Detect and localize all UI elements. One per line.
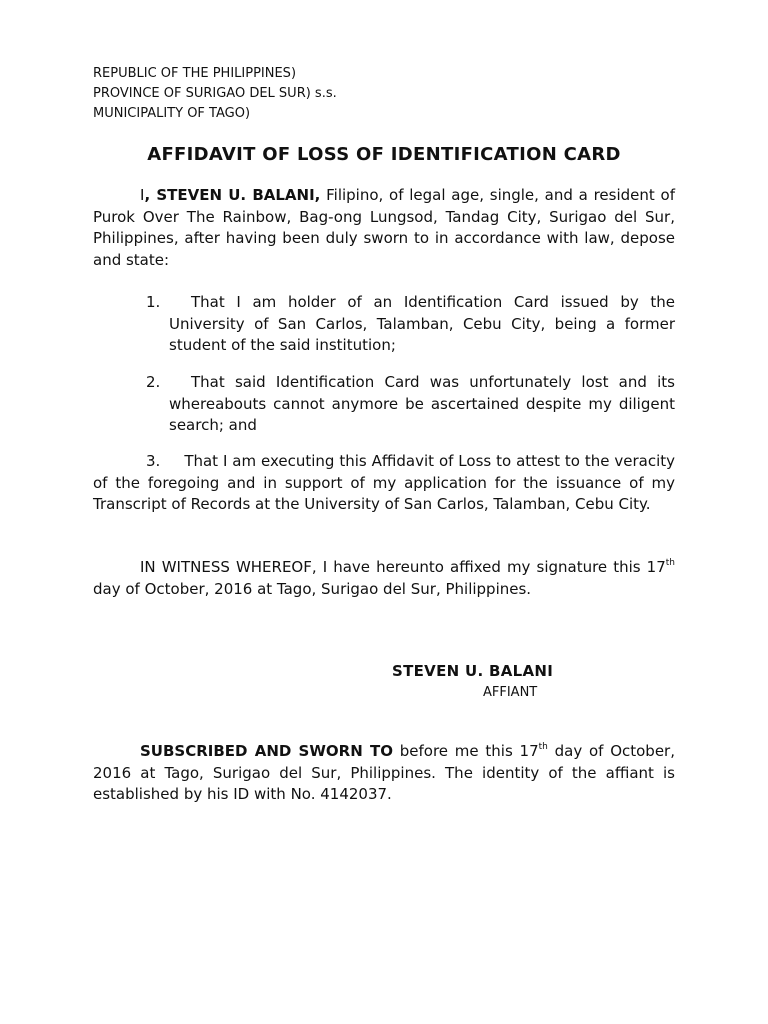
- list-item: [93, 372, 675, 437]
- document-title: AFFIDAVIT OF LOSS OF IDENTIFICATION CARD: [147, 144, 621, 165]
- jurat-after: day of October, 2016 at Tago, Surigao del Sur, Philippines. The identity of the affiant is established by his ID with No. 4142037.: [93, 742, 675, 803]
- witness-after: day of October, 2016 at Tago, Surigao del Sur, Philippines.: [93, 579, 532, 598]
- affiant-name-inline: , STEVEN U. BALANI,: [144, 186, 321, 204]
- intro-text: Filipino, of legal age, single, and a resident of Purok Over The Rainbow, Bag-ong Lungsod, Tandag City, Surigao del Sur, Philippines, after having been duly sworn to in accordance with law, depose and state:: [93, 186, 675, 269]
- list-item: [93, 292, 675, 357]
- list-item-text: That I am executing this Affidavit of Loss to attest to the veracity of the foregoing and in support of my application for the issuance of my Transcript of Records at the University of San Carlos, Talamban, Cebu City.: [93, 452, 675, 513]
- list-item-3: [93, 451, 675, 516]
- list-item-number: 3.: [146, 452, 161, 470]
- witness-ordinal: th: [665, 558, 675, 568]
- witness-before: IN WITNESS WHEREOF, I have hereunto affixed my signature this 17: [140, 558, 666, 576]
- list-item-text: That I am holder of an Identification Card issued by the University of San Carlos, Talamban, Cebu City, being a former student of the said institution;: [169, 293, 675, 354]
- list-item-number: 1.: [146, 293, 161, 311]
- jurat-ordinal: th: [538, 742, 548, 752]
- intro-prefix: I: [140, 186, 145, 204]
- venue-line-3: MUNICIPALITY OF TAGO): [93, 106, 251, 121]
- jurat-before: before me this 17: [392, 742, 539, 760]
- jurat-paragraph: [93, 741, 675, 806]
- venue-line-2: PROVINCE OF SURIGAO DEL SUR) s.s.: [93, 86, 337, 101]
- jurat-heading: SUBSCRIBED AND SWORN TO: [140, 742, 393, 760]
- intro-paragraph: [93, 185, 675, 271]
- signatory-role: AFFIANT: [483, 685, 538, 700]
- venue-block: [93, 64, 337, 124]
- witness-paragraph: [93, 557, 675, 600]
- signatory-name: STEVEN U. BALANI: [392, 662, 554, 680]
- list-item-text: That said Identification Card was unfortunately lost and its whereabouts cannot anymore be ascertained despite my diligent search; and: [169, 373, 675, 434]
- venue-line-1: REPUBLIC OF THE PHILIPPINES): [93, 66, 297, 81]
- list-item-number: 2.: [146, 373, 161, 391]
